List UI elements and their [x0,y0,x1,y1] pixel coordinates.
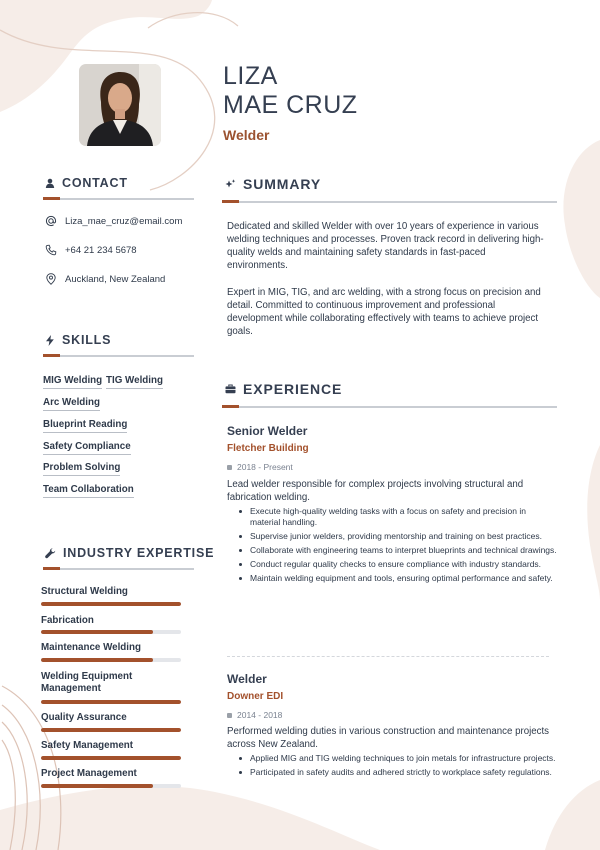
contact-heading [45,176,128,190]
expertise-label: Welding Equipment Management [41,671,133,694]
expertise-bar-fill [41,756,181,760]
skill-tag: MIG Welding [43,375,102,389]
skill-tag: Team Collaboration [43,484,134,498]
skills-rule [43,355,194,357]
expertise-heading [45,546,214,560]
expertise-bar-fill [41,630,153,634]
expertise-label: Project Management [41,768,137,779]
job-dates [227,710,282,720]
expertise-label: Fabrication [41,615,94,626]
list-item: Participated in safety audits and adhered strictly to workplace safety regulations. [238,767,558,778]
email-text: Liza_mae_cruz@email.com [65,215,183,227]
expertise-label: Structural Welding [41,586,128,597]
summary-heading [225,176,321,192]
briefcase-icon [225,384,236,394]
job-dates-text: 2018 - Present [237,462,293,472]
summary-paragraph-2: Expert in MIG, TIG, and arc welding, with a strong focus on precision and detail. Committed to continuous improvement and professional development while collaborating effectively with teams to achieve project goals. [227,287,541,337]
list-item: Supervise junior welders, providing mentorship and training on best practices. [238,531,558,542]
expertise-bar [41,630,181,634]
list-item: Maintain welding equipment and tools, ensuring optimal performance and safety. [238,573,558,584]
job-description: Lead welder responsible for complex projects involving structural and fabrication welding. [227,479,524,503]
contact-title: CONTACT [62,176,128,190]
list-item: Collaborate with engineering teams to interpret blueprints and technical drawings. [238,545,558,556]
summary-paragraph-1: Dedicated and skilled Welder with over 10 years of experience in various welding techniques and processes. Proven track record in delivering high-quality welds and maintaining safety standards in fast-paced environments. [227,221,544,271]
first-name: LIZA [223,62,278,90]
skill-tag: Blueprint Reading [43,419,127,433]
skills-heading [45,333,111,347]
job-dates-text: 2014 - 2018 [237,710,283,720]
at-sign-icon [45,215,57,227]
phone-icon [45,244,57,256]
job-description: Performed welding duties in various construction and maintenance projects across New Zealand. [227,726,550,750]
contact-phone[interactable] [45,244,137,256]
expertise-rule [43,568,194,570]
skill-tag: Safety Compliance [43,441,131,455]
job-title: Senior Welder [227,424,308,438]
expertise-bar [41,658,181,662]
skill-tag: Arc Welding [43,397,100,411]
expertise-bar-fill [41,658,153,662]
job-role: Welder [223,127,270,143]
calendar-icon [227,465,232,470]
experience-heading [225,381,342,397]
job-bullets [238,506,558,587]
expertise-label: Quality Assurance [41,712,127,723]
contact-rule [43,198,194,200]
job-dates [227,462,293,472]
expertise-bar [41,602,181,606]
job-title: Welder [227,672,267,686]
job-divider [227,656,549,657]
summary-rule [222,201,557,203]
skill-tag: TIG Welding [106,375,163,389]
expertise-label: Maintenance Welding [41,642,141,653]
list-item: Conduct regular quality checks to ensure compliance with industry standards. [238,559,558,570]
summary-title: SUMMARY [243,176,322,192]
candidate-name [223,62,358,120]
expertise-bar-fill [41,602,181,606]
experience-rule [222,406,557,408]
profile-photo [79,64,161,146]
sparkle-icon [225,179,236,190]
contact-location [45,273,165,285]
expertise-bar-fill [41,700,181,704]
expertise-title: INDUSTRY EXPERTISE [63,546,215,560]
expertise-bar-fill [41,728,181,732]
last-name: MAE CRUZ [223,91,358,119]
expertise-bar [41,784,181,788]
expertise-bar-fill [41,784,153,788]
company-name: Fletcher Building [227,443,309,454]
expertise-bar [41,700,181,704]
location-pin-icon [45,273,57,285]
person-icon [45,178,55,188]
job-bullets [238,753,558,781]
experience-title: EXPERIENCE [243,381,343,397]
phone-text: +64 21 234 5678 [65,244,137,256]
expertise-label: Safety Management [41,740,134,751]
skill-tag: Problem Solving [43,462,120,476]
skills-title: SKILLS [62,333,112,347]
list-item: Execute high-quality welding tasks with a focus on safety and precision in material handling. [238,506,558,527]
contact-email[interactable] [45,215,182,227]
location-text: Auckland, New Zealand [65,273,166,285]
wrench-icon [45,548,56,559]
calendar-icon [227,713,232,718]
lightning-icon [45,335,55,346]
company-name: Downer EDI [227,691,284,702]
expertise-bar [41,728,181,732]
expertise-bar [41,756,181,760]
list-item: Applied MIG and TIG welding techniques to join metals for infrastructure projects. [238,753,558,764]
